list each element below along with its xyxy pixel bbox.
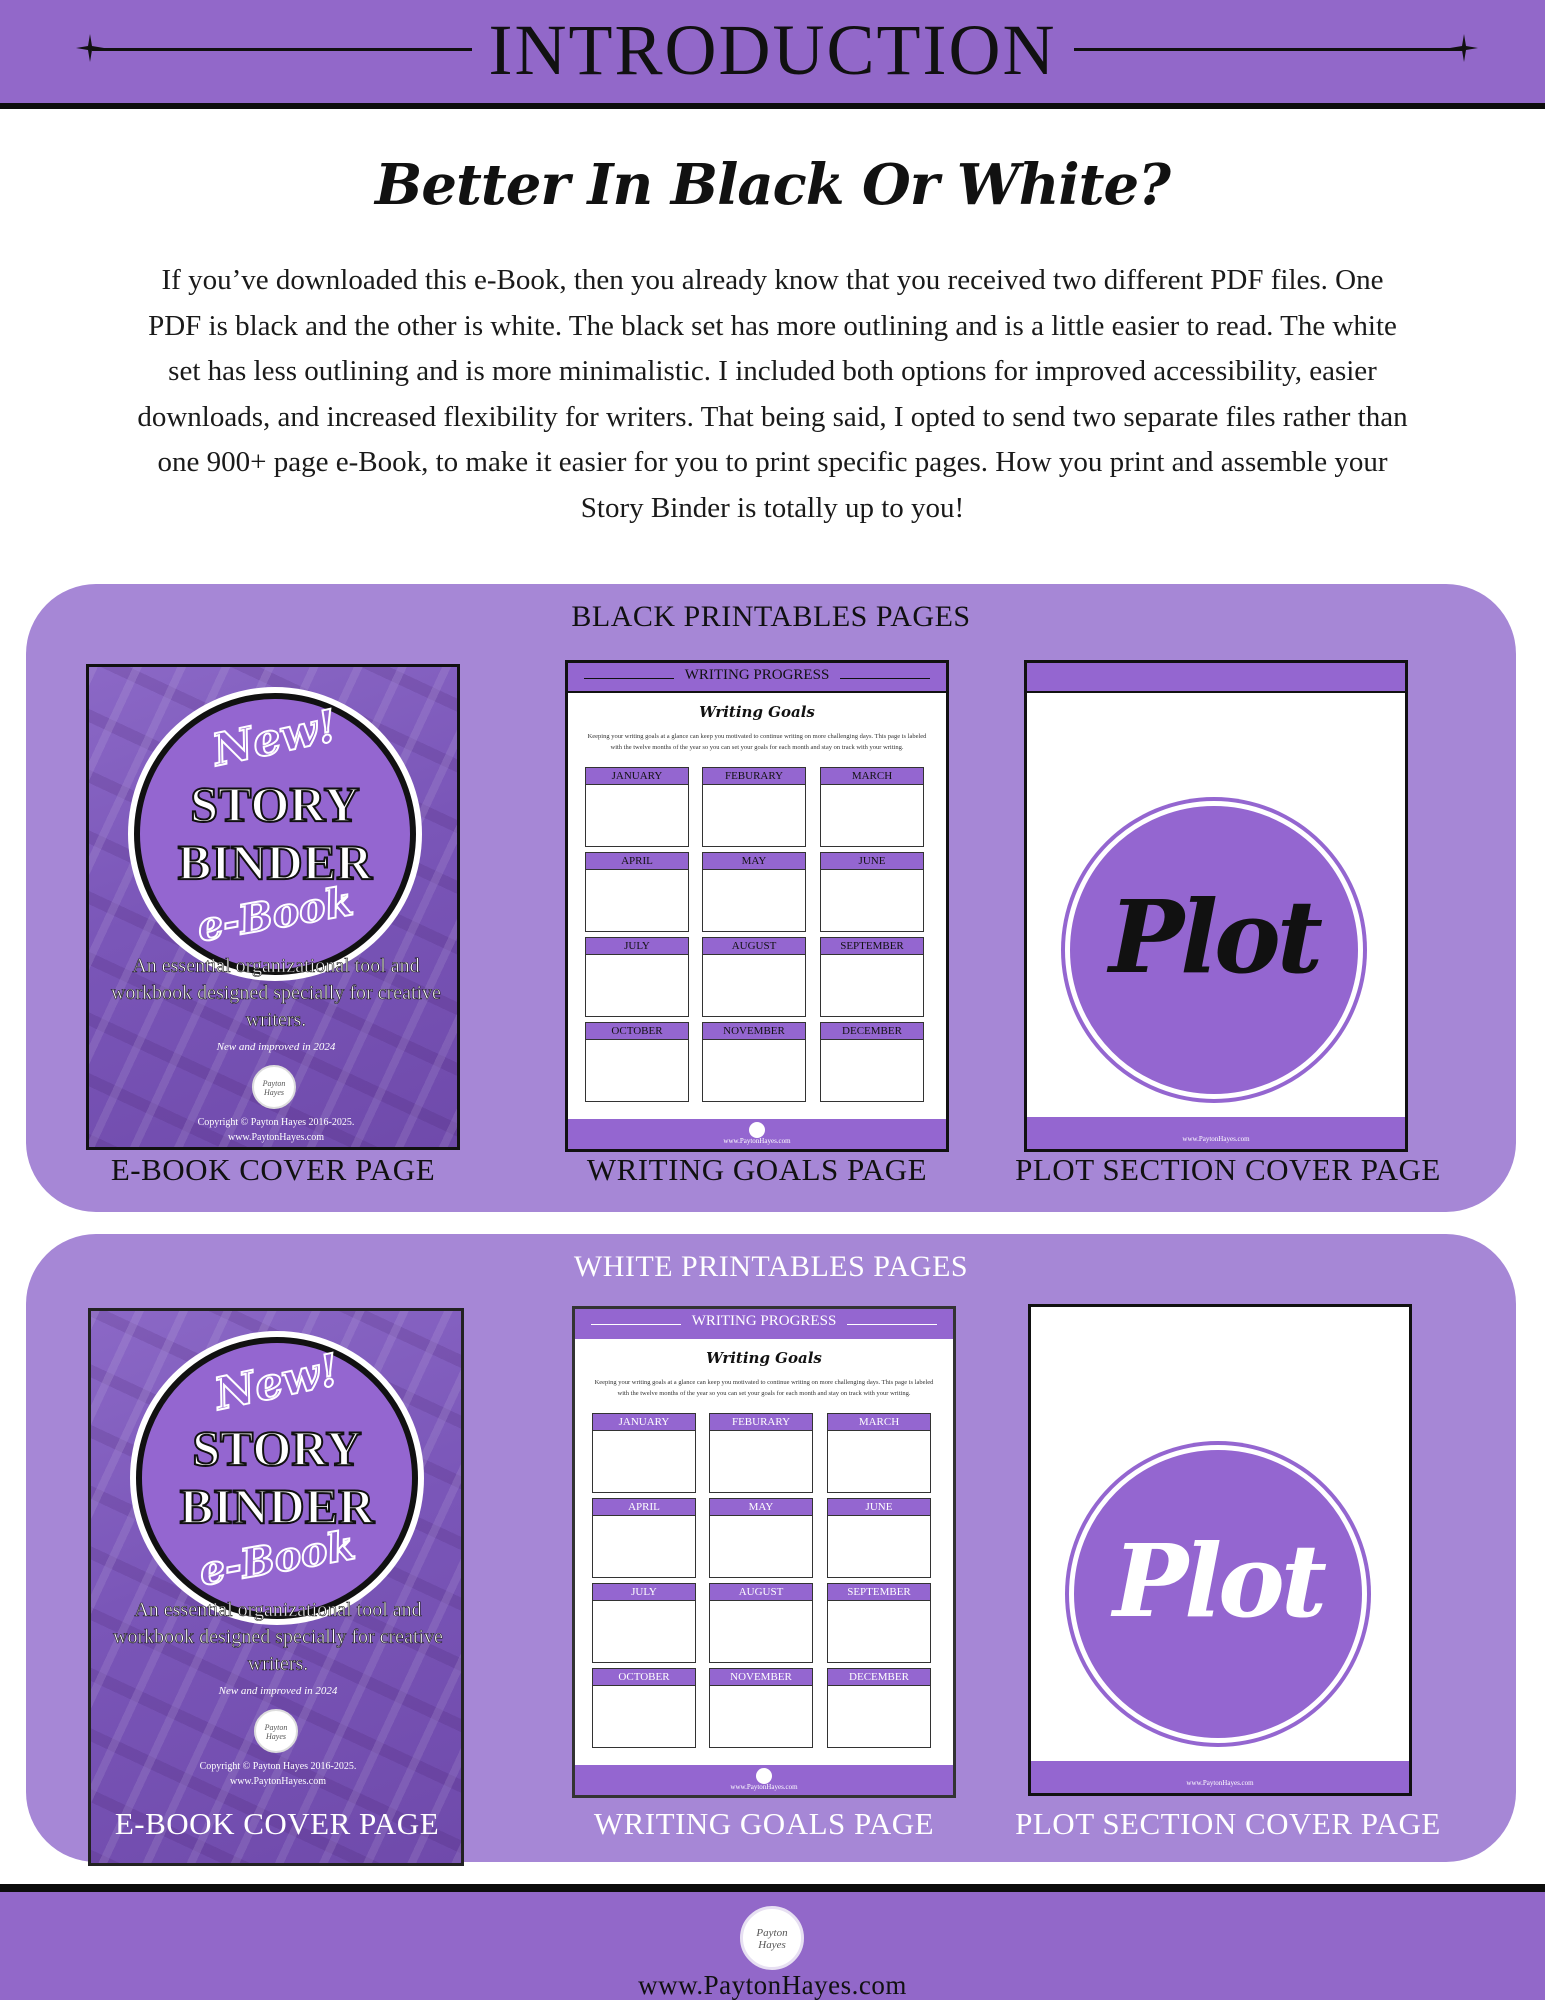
month-box [827,1583,931,1663]
month-box [820,767,924,847]
month-label: MARCH [828,1414,930,1431]
cover-copyright [91,1759,464,1789]
header-band [0,0,1545,103]
intro-line: set has less outlining and is more minimalistic. I included both options for improved accessibility, easier [168,355,1377,387]
month-label: MAY [710,1499,812,1516]
plot-top-band [1027,663,1405,693]
plot-cover-thumbnail [1024,660,1408,1152]
badge-ebook: e-Book [195,1521,359,1596]
plot-footer-url: www.PaytonHayes.com [1182,1135,1250,1143]
month-label: APRIL [593,1499,695,1516]
month-label: SEPTEMBER [828,1584,930,1601]
caption-writing-goals: WRITING GOALS PAGE [586,1152,928,1187]
plot-bottom-band [1027,1117,1405,1149]
goals-description: Keeping your writing goals at a glance can keep you motivated to continue writing on more challenging days. This page is labeled with the twelve months of the year so you can set your goals for each month and stay on track with your writing. [594,1379,934,1397]
month-box [820,852,924,932]
goals-footer-url: www.PaytonHayes.com [730,1783,798,1791]
ebook-cover-thumbnail [88,1308,464,1866]
intro-line: PDF is black and the other is white. The black set has more outlining and is a little easier to read. The white [148,309,1397,342]
author-logo [740,1906,804,1970]
intro-paragraph [60,258,1485,531]
month-box [585,767,689,847]
month-box [709,1668,813,1748]
cover-new-note: New and improved in 2024 [216,1041,336,1053]
story-binder-badge [136,1337,418,1619]
caption-plot-cover: PLOT SECTION COVER PAGE [1015,1806,1441,1841]
story-binder-badge [134,693,416,975]
month-box [827,1413,931,1493]
badge-story: STORY [192,1420,362,1476]
panel-title: BLACK PRINTABLES PAGES [571,600,971,633]
badge-new: New! [210,1344,344,1421]
month-box [827,1498,931,1578]
author-logo [254,1709,298,1753]
month-label: OCTOBER [586,1023,688,1040]
plot-circle [1065,801,1363,1099]
month-box [585,1022,689,1102]
goals-footer-url: www.PaytonHayes.com [723,1137,791,1145]
month-label: FEBURARY [710,1414,812,1431]
plot-word: Plot [1108,878,1320,996]
month-box [827,1668,931,1748]
month-label: NOVEMBER [703,1023,805,1040]
intro-line: one 900+ page e-Book, to make it easier for you to print specific pages. How you print and assemble your [157,446,1388,478]
caption-ebook-cover: E-BOOK COVER PAGE [110,1152,436,1187]
goals-header-text: WRITING PROGRESS [684,667,830,683]
goals-footer [575,1765,953,1795]
copyright-text: Copyright © Payton Hayes 2016-2025. [199,1761,357,1772]
month-box [592,1498,696,1578]
month-label: JUNE [821,853,923,870]
logo-text: Payton Hayes [262,1079,286,1097]
badge-ebook: e-Book [193,877,357,952]
month-label: AUGUST [710,1584,812,1601]
plot-circle [1069,1445,1367,1743]
month-label: DECEMBER [828,1669,930,1686]
cover-tagline: An essential organizational tool and workbook designed specially for creative writers. [111,955,441,1031]
goals-header [568,663,946,693]
panel-title: WHITE PRINTABLES PAGES [573,1250,969,1283]
month-label: OCTOBER [593,1669,695,1686]
month-box [585,937,689,1017]
month-label: DECEMBER [821,1023,923,1040]
site-text: www.PaytonHayes.com [227,1132,324,1143]
goals-description: Keeping your writing goals at a glance can keep you motivated to continue writing on more challenging days. This page is labeled with the twelve months of the year so you can set your goals for each month and stay on track with your writing. [587,733,927,751]
page-title: INTRODUCTION [488,10,1057,90]
footer-divider [0,1884,1545,1892]
goals-title: Writing Goals [699,703,815,721]
month-box [709,1498,813,1578]
month-label: MAY [703,853,805,870]
goals-title: Writing Goals [706,1349,822,1367]
white-printables-panel [26,1234,1516,1862]
intro-line: Story Binder is totally up to you! [580,491,965,524]
badge-binder: BINDER [177,834,373,890]
month-box [702,767,806,847]
site-text: www.PaytonHayes.com [229,1776,326,1787]
cover-copyright [89,1115,460,1145]
caption-writing-goals: WRITING GOALS PAGE [593,1806,935,1841]
copyright-text: Copyright © Payton Hayes 2016-2025. [197,1117,355,1128]
caption-ebook-cover: E-BOOK COVER PAGE [114,1806,440,1841]
month-box [709,1583,813,1663]
goals-header [575,1309,953,1339]
ebook-cover-thumbnail [86,664,460,1150]
footer-logo-text: Payton Hayes [756,1927,788,1951]
goals-footer [568,1119,946,1149]
plot-top-band [1031,1307,1409,1345]
badge-new: New! [208,700,342,777]
month-label: NOVEMBER [710,1669,812,1686]
footer-logo [756,1768,772,1784]
month-label: FEBURARY [703,768,805,785]
footer-logo [749,1122,765,1138]
badge-binder: BINDER [179,1478,375,1534]
month-box [592,1668,696,1748]
header-divider [0,103,1545,109]
month-box [820,1022,924,1102]
month-label: APRIL [586,853,688,870]
month-label: JULY [593,1584,695,1601]
month-label: JUNE [828,1499,930,1516]
goals-header-text: WRITING PROGRESS [691,1313,837,1329]
month-box [702,852,806,932]
month-box [702,1022,806,1102]
plot-bottom-band [1031,1761,1409,1793]
month-label: JULY [586,938,688,955]
logo-text: Payton Hayes [264,1723,288,1741]
plot-cover-thumbnail [1028,1304,1412,1796]
month-label: SEPTEMBER [821,938,923,955]
month-label: MARCH [821,768,923,785]
plot-footer-url: www.PaytonHayes.com [1186,1779,1254,1787]
badge-story: STORY [190,776,360,832]
month-box [702,937,806,1017]
writing-goals-thumbnail [572,1306,956,1798]
intro-line: downloads, and increased flexibility for writers. That being said, I opted to send two separate files rather than [137,400,1408,433]
month-box [820,937,924,1017]
intro-line: If you’ve downloaded this e-Book, then you already know that you received two different PDF files. One [161,264,1384,296]
month-label: AUGUST [703,938,805,955]
black-printables-panel [26,584,1516,1212]
month-box [709,1413,813,1493]
month-label: JANUARY [593,1414,695,1431]
plot-word: Plot [1112,1522,1324,1640]
author-logo [252,1065,296,1109]
month-box [592,1413,696,1493]
cover-new-note: New and improved in 2024 [218,1685,338,1697]
caption-plot-cover: PLOT SECTION COVER PAGE [1015,1152,1441,1187]
month-box [585,852,689,932]
month-label: JANUARY [586,768,688,785]
section-heading: Better In Black Or White? [375,152,1170,218]
writing-goals-thumbnail [565,660,949,1152]
month-box [592,1583,696,1663]
cover-tagline: An essential organizational tool and workbook designed specially for creative writers. [113,1599,443,1675]
footer-url[interactable]: www.PaytonHayes.com [638,1970,907,2000]
